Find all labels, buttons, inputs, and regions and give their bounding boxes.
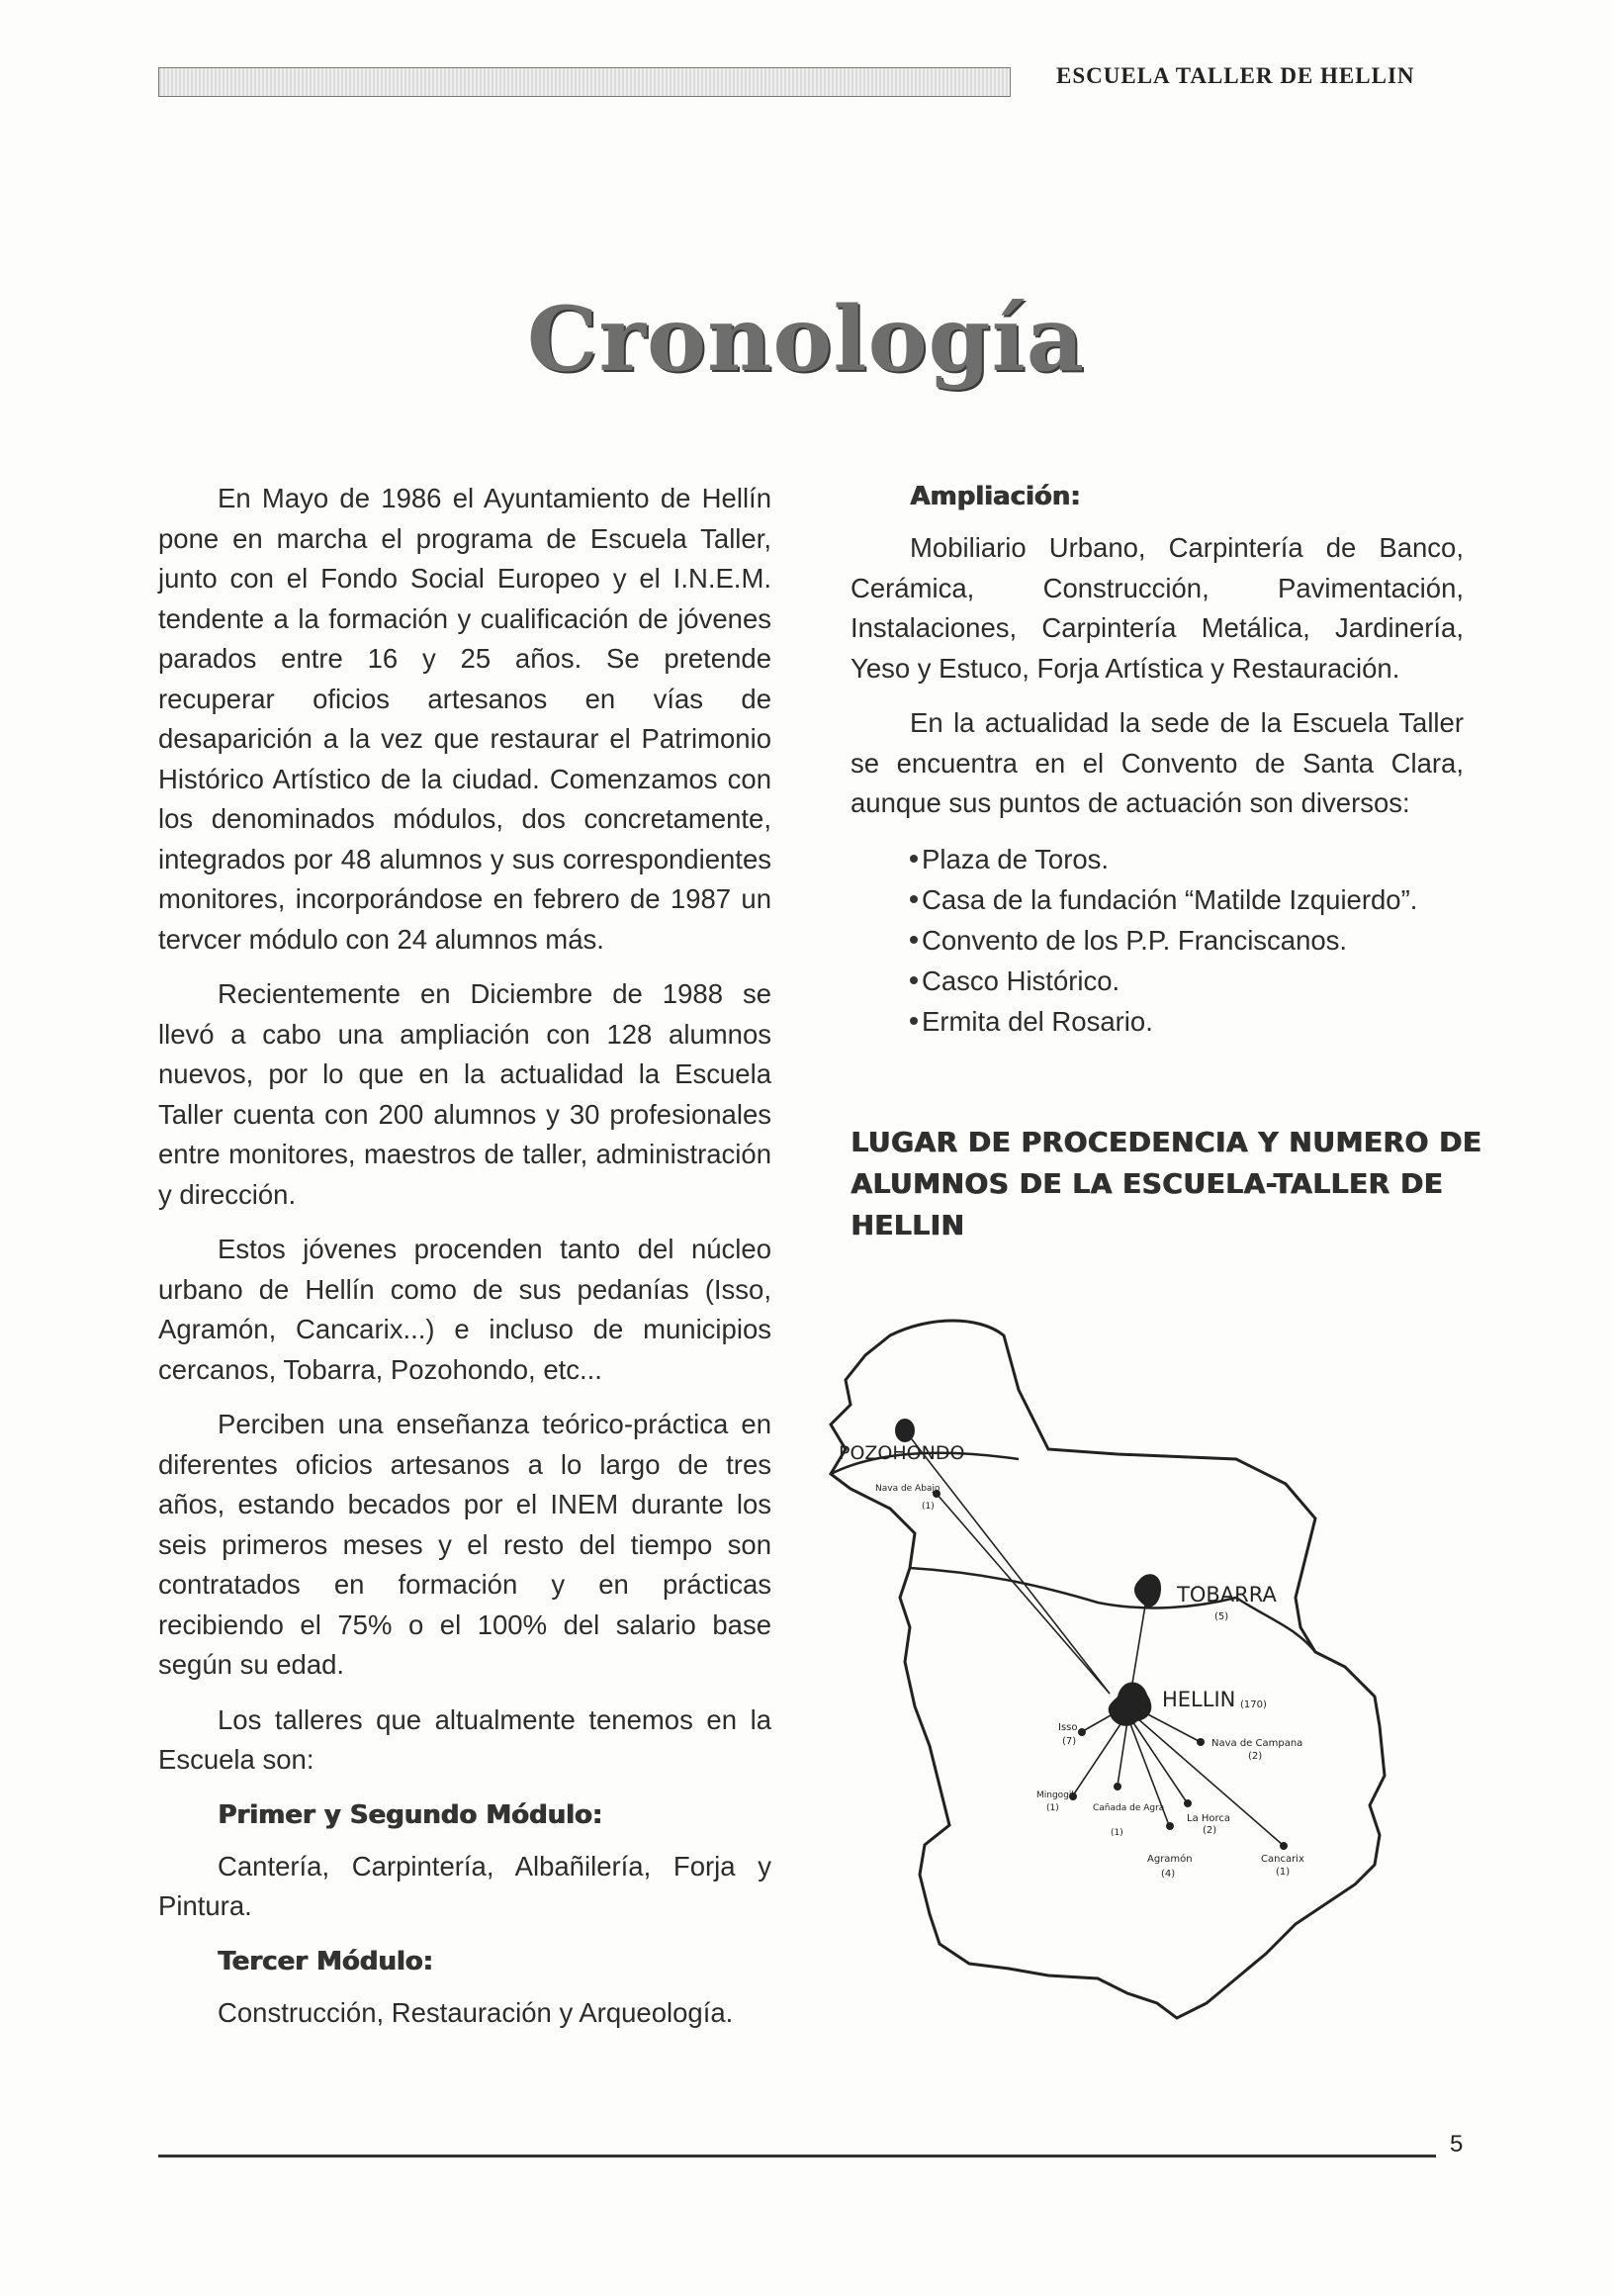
paragraph: Los talleres que altualmente tenemos en la Escuela son:	[158, 1703, 771, 1775]
tobarra-label: TOBARRA	[1177, 1583, 1277, 1607]
line-pozohondo	[905, 1430, 1110, 1694]
nava-campana-marker	[1197, 1738, 1205, 1746]
header-title: ESCUELA TALLER DE HELLIN	[1056, 63, 1415, 88]
module3-heading: Tercer Módulo:	[218, 1946, 433, 1976]
module3-text: Construcción, Restauración y Arqueología.	[218, 1996, 734, 2028]
ampliacion-heading: Ampliación:	[910, 482, 1081, 511]
bullet-icon	[910, 895, 918, 903]
paragraph: Estos jóvenes procenden tanto del núcleo urbano de Hellín como de sus pedanías (Isso, Agramón, Cancarix...) e incluso de municipios cercanos, Tobarra, Pozohondo, etc...	[158, 1234, 771, 1385]
list-item: Casa de la fundación “Matilde Izquierdo”.	[910, 879, 1464, 920]
nava-campana-label: Nava de Campana	[1211, 1738, 1303, 1749]
left-column	[158, 479, 771, 2048]
mingogil-label: Mingogil	[1036, 1791, 1074, 1800]
ampliacion-text: Mobiliario Urbano, Carpintería de Banco, Cerámica, Construcción, Pavimentación, Instalaciones, Carpintería Metálica, Jardinería, Yeso y Estuco, Forja Artística y Restauración.	[851, 532, 1464, 684]
line-isso	[1083, 1711, 1118, 1731]
list-item: Convento de los P.P. Franciscanos.	[910, 920, 1464, 961]
bullet-icon	[910, 936, 918, 944]
cancarix-count: (1)	[1276, 1867, 1291, 1878]
paragraph: Perciben una enseñanza teórico-práctica en diferentes oficios artesanos a lo largo de tres años, estando becados por el INEM durante los seis primeros meses y el resto del tiempo son contratados en formación y en prácticas recibiendo el 75% o el 100% del salario base según su edad.	[158, 1409, 771, 1680]
isso-label: Isso	[1058, 1722, 1078, 1733]
sede-text: En la actualidad la sede de la Escuela Taller se encuentra en el Convento de Santa Clara, aunque sus puntos de actuación son diversos:	[851, 707, 1464, 818]
list-item: Plaza de Toros.	[910, 839, 1464, 879]
right-column	[851, 479, 1464, 1042]
canada-agra-count: (1)	[1111, 1828, 1123, 1838]
nava-abajo-count: (1)	[922, 1502, 935, 1512]
isso-marker	[1078, 1728, 1086, 1736]
hellin-label: HELLIN	[1162, 1688, 1236, 1711]
line-nava-abajo	[937, 1494, 1110, 1694]
isso-count: (7)	[1062, 1736, 1077, 1747]
agramon-marker	[1166, 1822, 1174, 1830]
hellin-marker	[1109, 1683, 1152, 1726]
page-number: 5	[1450, 2131, 1464, 2158]
line-horca	[1132, 1721, 1187, 1802]
module1-heading: Primer y Segundo Módulo:	[218, 1799, 602, 1830]
nava-campana-count: (2)	[1248, 1751, 1263, 1762]
cancarix-label: Cancarix	[1261, 1854, 1304, 1865]
boundary-tobarra	[910, 1568, 1315, 1652]
bullet-icon	[910, 855, 918, 863]
agramon-count: (4)	[1161, 1869, 1176, 1880]
agramon-label: Agramón	[1147, 1854, 1193, 1865]
la-horca-label: La Horca	[1187, 1813, 1231, 1824]
bullet-icon	[910, 976, 918, 984]
paragraph: En Mayo de 1986 el Ayuntamiento de Hellín pone en marcha el programa de Escuela Taller, junto con el Fondo Social Europeo y el I.N.E.M. tendente a la formación y cualificación de jóvenes parados entre 16 y 25 años. Se pretende recuperar oficios artesanos en vías de desaparición a la vez que restaurar el Patrimonio Histórico Artístico de la ciudad. Comenzamos con los denominados módulos, dos concretamente, integrados por 48 alumnos y sus correspondientes monitores, incorporándose en febrero de 1987 un tervcer módulo con 24 alumnos más.	[158, 483, 771, 955]
map-heading: LUGAR DE PROCEDENCIA Y NUMERO DE ALUMNOS DE LA ESCUELA-TALLER DE HELLIN	[851, 1126, 1482, 1241]
pozohondo-label: POZOHONDO	[839, 1442, 965, 1464]
nava-abajo-label: Nava de Abajo	[875, 1484, 940, 1494]
tobarra-count: (5)	[1214, 1611, 1229, 1622]
locations-list	[851, 839, 1464, 1042]
module1-text: Cantería, Carpintería, Albañilería, Forja y Pintura.	[158, 1850, 771, 1921]
boundary-north	[1019, 1390, 1048, 1449]
line-nava-campana	[1142, 1711, 1199, 1741]
la-horca-marker	[1184, 1799, 1192, 1807]
region-outline	[831, 1321, 1385, 2018]
paragraph: Recientemente en Diciembre de 1988 se llevó a cabo una ampliación con 128 alumnos nuevos, por lo que en la actualidad la Escuela Taller cuenta con 200 alumnos y 30 profesionales entre monitores, maestros de taller, administración y dirección.	[158, 978, 771, 1210]
canada-agra-marker	[1114, 1783, 1121, 1791]
header-decorative-bar	[158, 67, 1011, 97]
cancarix-marker	[1280, 1842, 1288, 1850]
page-title: Cronología	[526, 287, 1086, 392]
canada-agra-label: Cañada de Agra	[1093, 1803, 1165, 1813]
mingogil-count: (1)	[1046, 1803, 1059, 1813]
footer-rule	[158, 2155, 1436, 2158]
origin-map	[821, 1311, 1493, 2023]
bullet-icon	[910, 1017, 918, 1025]
list-item: Casco Histórico.	[910, 961, 1464, 1001]
hellin-count: (170)	[1240, 1699, 1267, 1710]
list-item: Ermita del Rosario.	[910, 1001, 1464, 1042]
la-horca-count: (2)	[1203, 1825, 1217, 1836]
line-canada	[1118, 1721, 1127, 1786]
tobarra-marker	[1134, 1574, 1161, 1607]
